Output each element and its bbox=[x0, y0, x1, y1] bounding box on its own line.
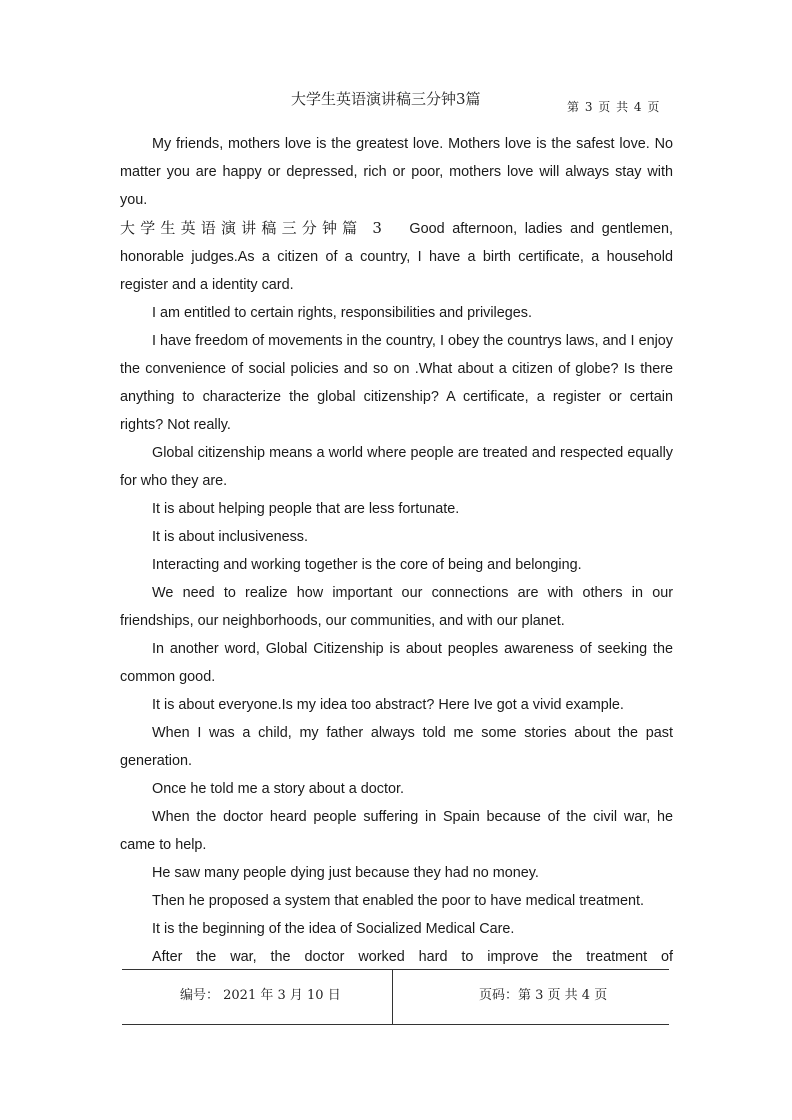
paragraph: He saw many people dying just because they had no money. bbox=[152, 865, 539, 881]
paragraph: My friends, mothers love is the greatest love. Mothers love is the safest love. No matter you are happy or depressed, rich or poor, mothers love will always stay with you. bbox=[120, 136, 673, 208]
paragraph: Global citizenship means a world where people are treated and respected equally for who they are. bbox=[120, 445, 673, 489]
page-footer bbox=[122, 969, 669, 1025]
paragraph: It is about inclusiveness. bbox=[152, 529, 308, 545]
paragraph: We need to realize how important our connections are with others in our friendships, our neighborhoods, our communities, and with our planet. bbox=[120, 585, 673, 629]
footer-document-number: 编号： 2021 年 3 月 10 日 bbox=[180, 988, 341, 1003]
footer-page-number: 页码：第 3 页 共 4 页 bbox=[479, 988, 608, 1003]
paragraph: It is about helping people that are less fortunate. bbox=[152, 501, 460, 517]
paragraph: I am entitled to certain rights, responsibilities and privileges. bbox=[152, 305, 532, 321]
paragraph: Then he proposed a system that enabled the poor to have medical treatment. bbox=[152, 893, 644, 909]
page-header bbox=[0, 88, 792, 112]
paragraph: It is about everyone.Is my idea too abstract? Here Ive got a vivid example. bbox=[152, 697, 624, 713]
paragraph: When the doctor heard people suffering in Spain because of the civil war, he came to help. bbox=[120, 809, 673, 853]
paragraph: Interacting and working together is the core of being and belonging. bbox=[152, 557, 582, 573]
document-body bbox=[120, 130, 673, 971]
paragraph: After the war, the doctor worked hard to improve the treatment of bbox=[152, 949, 673, 965]
section-text: Good afternoon, ladies and gentlemen, honorable judges.As a citizen of a country, I have a birth certificate, a household register and a identity card. bbox=[120, 221, 673, 293]
footer-divider bbox=[392, 970, 393, 1024]
paragraph: Once he told me a story about a doctor. bbox=[152, 781, 404, 797]
paragraph: I have freedom of movements in the country, I obey the countrys laws, and I enjoy the convenience of social policies and so on .What about a citizen of globe? Is there anything to characterize the global citizenship? A certificate, a register or certain rights? Not really. bbox=[120, 333, 673, 433]
page-indicator: 第 3 页 共 4 页 bbox=[567, 100, 661, 114]
document-title: 大学生英语演讲稿三分钟3篇 bbox=[291, 90, 481, 108]
paragraph: It is the beginning of the idea of Socialized Medical Care. bbox=[152, 921, 515, 937]
paragraph: In another word, Global Citizenship is about peoples awareness of seeking the common good. bbox=[120, 641, 673, 685]
section-heading: 大学生英语演讲稿三分钟篇 3 bbox=[120, 219, 384, 237]
paragraph: When I was a child, my father always told me some stories about the past generation. bbox=[120, 725, 673, 769]
section-paragraph bbox=[120, 214, 673, 299]
